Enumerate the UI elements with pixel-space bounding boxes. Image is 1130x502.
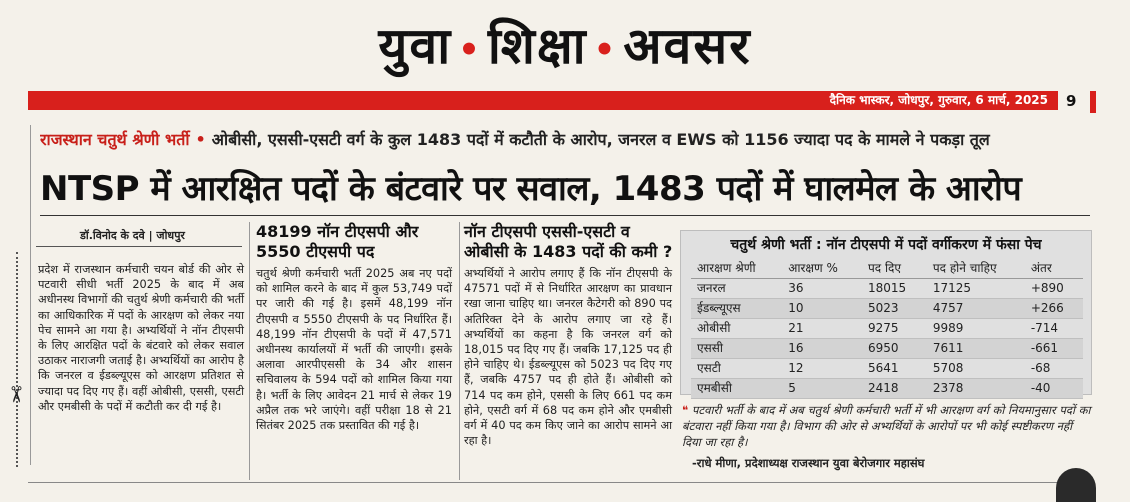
table-row [691,299,1083,319]
headline-rule [40,215,1090,216]
table-cell: 2378 [927,379,1025,399]
table-header: पद होने चाहिए [927,259,1025,279]
scissors-icon: ✂ [2,385,28,404]
byline-rule [36,246,242,247]
kicker-bullet: • [195,130,206,149]
table-row [691,339,1083,359]
table-cell: 21 [782,319,862,339]
table-row [691,319,1083,339]
table-header: आरक्षण % [782,259,862,279]
table-cell: 5 [782,379,862,399]
table-cell: एसटी [691,359,782,379]
kicker-label: राजस्थान चतुर्थ श्रेणी भर्ती [40,130,190,149]
table-header: पद दिए [862,259,927,279]
quote-mark-icon: ❝ [682,403,689,417]
table-cell: +266 [1025,299,1083,319]
table-cell: 18015 [862,279,927,299]
corner-decoration [1056,468,1096,502]
table-row [691,379,1083,399]
masthead-separator-1: • [458,30,482,70]
dateline-strip [28,91,1058,110]
article-column-1: प्रदेश में राजस्थान कर्मचारी चयन बोर्ड की ओर से पटवारी सीधी भर्ती 2025 के बाद में अब अधीनस्थ विभागों की चतुर्थ श्रेणी कर्मचारी की भर्ती का आधिकारिक में पदों के आरक्षण को लेकर नया पेच सामने आ गया है। अभ्यर्थियों ने नॉन टीएसपी के लिए आरक्षित पदों के बंटवारे को लेकर सवाल उठाकर नाराजगी जताई है। अभ्यर्थियों का आरोप है कि जनरल व ईडब्ल्यूएस को आरक्षण प्रतिशत से ज्यादा पद दिए गए हैं। वहीं ओबीसी, एससी, एसटी और एमबीसी के पदों में कटौती कर दी गई है। [38,263,244,413]
table-cell: 2418 [862,379,927,399]
column-divider-1 [249,222,250,480]
table-cell: 36 [782,279,862,299]
table-cell: 6950 [862,339,927,359]
headline: NTSP में आरक्षित पदों के बंटवारे पर सवाल, 1483 पदों में घालमेल के आरोप [40,169,1022,209]
red-tick-mark [1090,91,1096,113]
table-cell: -714 [1025,319,1083,339]
table-cell: 7611 [927,339,1025,359]
kicker-text: ओबीसी, एससी-एसटी वर्ग के कुल 1483 पदों में कटौती के आरोप, जनरल व EWS को 1156 ज्यादा पद के मामले ने पकड़ा तूल [211,130,990,149]
table-cell: 10 [782,299,862,319]
masthead-word-3: अवसर [623,16,752,75]
left-border-rule [30,125,31,465]
table-row [691,279,1083,299]
table-cell: एससी [691,339,782,359]
table-cell: ओबीसी [691,319,782,339]
table-cell: एमबीसी [691,379,782,399]
table-cell: 4757 [927,299,1025,319]
quote-attribution: -राधे मीणा, प्रदेशाध्यक्ष राजस्थान युवा बेरोजगार महासंघ [692,456,925,470]
quote-text: पटवारी भर्ती के बाद में अब चतुर्थ श्रेणी कर्मचारी भर्ती में भी आरक्षण वर्ग को नियमानुसार पदों का बंटवारा नहीं किया गया है। विभाग की ओर से अभ्यर्थियों के आरोपों पर भी कोई स्पष्टीकरण नहीं दिया जा रहा है। [682,403,1091,449]
table-header-row [691,259,1083,279]
table-cell: +890 [1025,279,1083,299]
table-cell: 5641 [862,359,927,379]
dateline: दैनिक भास्कर, जोधपुर, गुरुवार, 6 मार्च, 2025 [829,93,1048,107]
masthead-title [0,14,1130,82]
table-cell: 12 [782,359,862,379]
pull-quote [682,402,1092,450]
page-number: 9 [1066,92,1077,110]
table-cell: -661 [1025,339,1083,359]
table-cell: जनरल [691,279,782,299]
kicker-row [40,128,1120,154]
masthead [0,0,1130,90]
table-cell: 5708 [927,359,1025,379]
byline: डॉ.विनोद के दवे | जोधपुर [80,229,185,242]
bottom-rule [28,482,1088,483]
cut-line [16,252,19,467]
article-column-3: अभ्यर्थियों ने आरोप लगाए हैं कि नॉन टीएसपी के 47571 पदों में से निर्धारित आरक्षण का प्रावधान रखा जाना चाहिए था। जनरल कैटेगरी को 890 पद अतिरिक्त देने के आरोप लगाए जा रहे हैं। अभ्यर्थियों का कहना है कि जनरल वर्ग को 18,015 पद दिए गए हैं। जबकि 17,125 पद ही होने चाहिए थे। ईडब्ल्यूएस को 5023 पद दिए गए हैं, जबकि 4757 पद ही होते हैं। ओबीसी को 714 पद कम होने, एससी के लिए 661 पद कम होने, एसटी वर्ग में 68 पद कम होने और एमबीसी वर्ग में 40 पद कम किए जाने का आरोप सामने आ रहा है। [464,267,672,448]
table-cell: -40 [1025,379,1083,399]
masthead-word-1: युवा [378,16,453,75]
reservation-table [691,259,1083,399]
reservation-table-box [680,230,1092,395]
table-cell: 9275 [862,319,927,339]
table-cell: -68 [1025,359,1083,379]
table-cell: 5023 [862,299,927,319]
table-cell: 9989 [927,319,1025,339]
table-row [691,359,1083,379]
table-cell: 16 [782,339,862,359]
table-header: आरक्षण श्रेणी [691,259,782,279]
table-cell: 17125 [927,279,1025,299]
table-header: अंतर [1025,259,1083,279]
article-column-2: चतुर्थ श्रेणी कर्मचारी भर्ती 2025 अब नए पदों को शामिल करने के बाद में कुल 53,749 पदों पर जारी की गई है। इसमें 48,199 नॉन टीएसपी व 5550 टीएसपी के पद निर्धारित हैं। 48,199 नॉन टीएसपी के पदों में 47,571 अधीनस्थ कार्यालयों में भर्ती की जाएगी। इसके अलावा आरपीएससी के 34 और शासन सचिवालय के 594 पदों को शामिल किया गया है। भर्ती के लिए आवेदन 21 मार्च से लेकर 19 अप्रैल तक भरे जाएंगे। वहीं परीक्षा 18 से 21 सितंबर 2025 तक प्रस्तावित की गई है। [256,267,452,433]
table-cell: ईडब्ल्यूएस [691,299,782,319]
column-2-subhead: 48199 नॉन टीएसपी और 5550 टीएसपी पद [256,222,419,261]
column-3-subhead: नॉन टीएसपी एससी-एसटी व ओबीसी के 1483 पदों की कमी ? [464,222,673,261]
masthead-separator-2: • [593,30,618,70]
column-divider-2 [459,222,460,480]
table-title: चतुर्थ श्रेणी भर्ती : नॉन टीएसपी में पदों वर्गीकरण में फंसा पेच [730,237,1042,253]
masthead-word-2: शिक्षा [487,16,588,75]
